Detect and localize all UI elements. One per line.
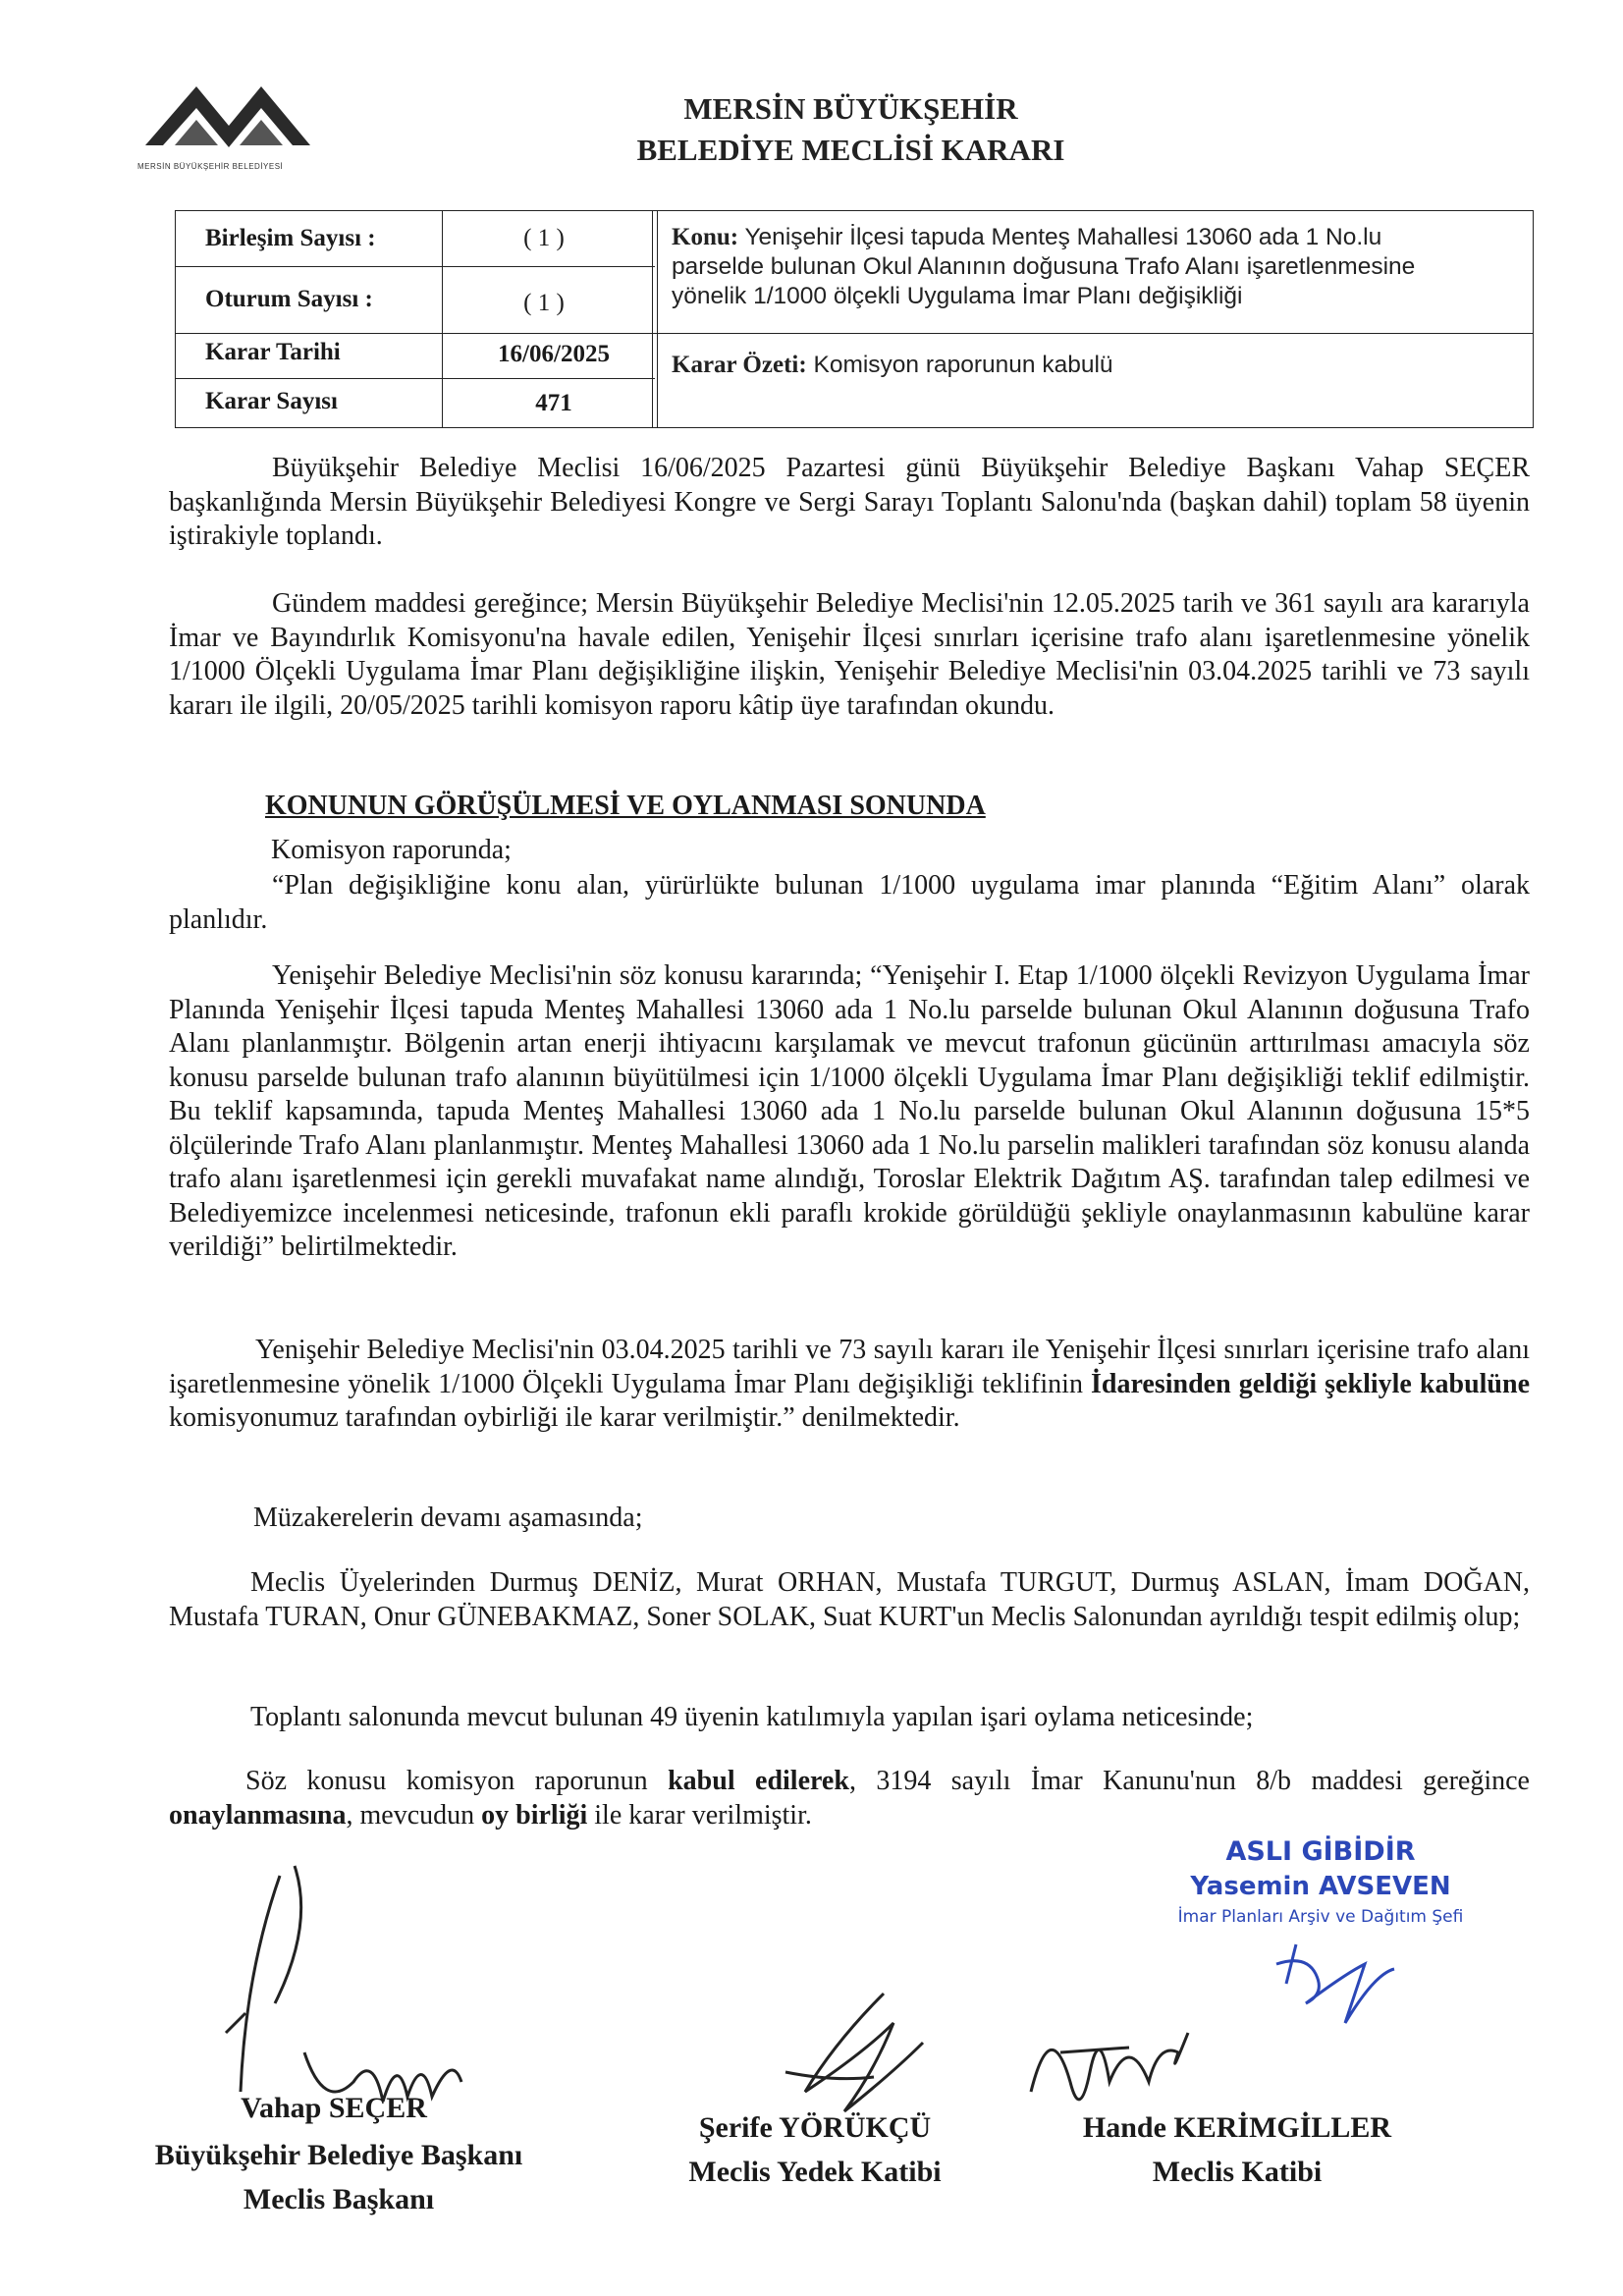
stamp-line-3: İmar Planları Arşiv ve Dağıtım Şefi [1177, 1907, 1464, 1927]
paragraph-1: Büyükşehir Belediye Meclisi 16/06/2025 Pazartesi günü Büyükşehir Belediye Başkanı Vahap SEÇER başkanlığında Mersin Büyükşehir Belediyesi Kongre ve Sergi Sarayı Toplantı Salonu'nda (başkan dahil) toplam 58 üyenin iştirakiyle toplandı. [169, 453, 1530, 551]
signature-1-subtitle: Meclis Başkanı [243, 2183, 435, 2215]
karar-tarihi-value: 16/06/2025 [498, 341, 610, 367]
stamp-signature-icon [1267, 1935, 1404, 2052]
section-heading: KONUNUN GÖRÜŞÜLMESİ VE OYLANMASI SONUNDA [265, 791, 986, 821]
konu-line-2: parselde bulunan Okul Alanının doğusuna Trafo Alanı işaretlenmesine [672, 253, 1416, 280]
karar-tarihi-label: Karar Tarihi [205, 339, 341, 365]
paragraph-6-bold: İdaresinden geldiği şekliyle kabulüne [1091, 1368, 1530, 1399]
oturum-value: ( 1 ) [523, 290, 565, 316]
oturum-label: Oturum Sayısı : [205, 286, 373, 312]
stamp-line-1: ASLI GİBİDİR [1225, 1836, 1416, 1867]
karar-sayisi-label: Karar Sayısı [205, 388, 338, 414]
konu-line-3: yönelik 1/1000 ölçekli Uygulama İmar Planı değişikliği [672, 283, 1243, 309]
karar-ozeti-label: Karar Özeti: [672, 352, 807, 378]
paragraph-10: Söz konusu komisyon raporunun kabul edilerek, 3194 sayılı İmar Kanunu'nun 8/b maddesi gereğince onaylanmasına, mevcudun oy birliği ile karar verilmiştir. [169, 1766, 1530, 1831]
paragraph-5: Yenişehir Belediye Meclisi'nin söz konusu kararında; “Yenişehir I. Etap 1/1000 ölçekli Revizyon Uygulama İmar Planında Yenişehir İlçesi tapuda Menteş Mahallesi 13060 ada 1 No.lu parselde bulunan Okul Alanının doğusuna Trafo Alanı planlanmıştır. Bölgenin artan enerji ihtiyacını karşılamak ve mevcut trafonun gücünün arttırılması amacıyla söz konusu parselde bulunan trafo alanının büyütülmesi için 1/1000 ölçekli Uygulama İmar Planı değişikliği teklif edilmiştir. Bu teklif kapsamında, tapuda Menteş Mahallesi 13060 ada 1 No.lu parselde bulunan Okul Alanının doğusuna 15*5 ölçülerinde Trafo Alanı planlanmıştır. Menteş Mahallesi 13060 ada 1 No.lu parselin malikleri tarafından söz konusu alanda trafo alanı işaretlenmesi için gerekli muvafakat name alındığı, Toroslar Elektrik Dağıtım AŞ. tarafından talep edilmesi ve Belediyemizce incelenmesi neticesinde, trafonun ekli paraflı krokide görüldüğü şekliyle onaylanmasının kabulüne karar verildiği” belirtilmektedir. [169, 960, 1530, 1262]
signature-1-name: Vahap SEÇER [241, 2092, 427, 2124]
konu-line-1: Yenişehir İlçesi tapuda Menteş Mahallesi 13060 ada 1 No.lu [744, 224, 1382, 250]
bold-kabul: kabul edilerek [668, 1766, 849, 1796]
paragraph-7: Müzakerelerin devamı aşamasında; [253, 1503, 643, 1533]
karar-ozeti-cell [672, 351, 1526, 380]
paragraph-2: Gündem maddesi gereğince; Mersin Büyükşehir Belediye Meclisi'nin 12.05.2025 tarih ve 361 sayılı ara kararıyla İmar ve Bayındırlık Komisyonu'na havale edilen, Yenişehir İlçesi sınırları içerisine trafo alanı işaretlenmesine yönelik 1/1000 Ölçekli Uygulama İmar Planı değişikliğine ilişkin, Yenişehir Belediye Meclisi'nin 03.04.2025 tarihli ve 73 sayılı kararı ile ilgili, 20/05/2025 tarihli komisyon raporu kâtip üye tarafından okundu. [169, 588, 1530, 721]
page-title [0, 88, 1623, 171]
decision-info-table [175, 210, 1534, 428]
signature-1-title: Büyükşehir Belediye Başkanı [154, 2139, 523, 2171]
paragraph-4: “Plan değişikliğine konu alan, yürürlükte bulunan 1/1000 uygulama imar planında “Eğitim Alanı” olarak planlıdır. [169, 870, 1530, 935]
signature-2-name: Şerife YÖRÜKÇÜ [698, 2111, 932, 2144]
birlesim-value: ( 1 ) [523, 225, 565, 251]
karar-ozeti-value: Komisyon raporunun kabulü [813, 352, 1113, 378]
birlesim-label: Birleşim Sayısı : [205, 225, 376, 251]
konu-cell [672, 223, 1526, 311]
bold-onaylanmasina: onaylanmasına [169, 1799, 347, 1831]
karar-sayisi-value: 471 [535, 390, 572, 416]
title-line-1: MERSİN BÜYÜKŞEHİR [683, 91, 1018, 126]
paragraph-6: Yenişehir Belediye Meclisi'nin 03.04.2025 tarihli ve 73 sayılı kararı ile Yenişehir İlçesi sınırları içerisine trafo alanı işaretlenmesine yönelik 1/1000 Ölçekli Uygulama İmar Planı değişikliği teklifinin İdaresinden geldiği şekliyle kabulüne komisyonumuz tarafından oybirliği ile karar verilmiştir.” denilmektedir. [169, 1335, 1530, 1433]
signature-2-title: Meclis Yedek Katibi [688, 2156, 942, 2188]
signature-secer-icon [187, 1856, 481, 2121]
signature-3-name: Hande KERİMGİLLER [1082, 2111, 1392, 2144]
paragraph-9: Toplantı salonunda mevcut bulunan 49 üyenin katılımıyla yapılan işari oylama neticesinde; [250, 1702, 1254, 1732]
signature-3-title: Meclis Katibi [1152, 2156, 1323, 2188]
signature-yorukcu-icon [746, 1984, 943, 2121]
paragraph-8: Meclis Üyelerinden Durmuş DENİZ, Murat ORHAN, Mustafa TURGUT, Durmuş ASLAN, İmam DOĞAN, Mustafa TURAN, Onur GÜNEBAKMAZ, Soner SOLAK, Suat KURT'un Meclis Salonundan ayrıldığı tespit edilmiş olup; [169, 1567, 1530, 1632]
bold-oy-birligi: oy birliği [481, 1799, 588, 1831]
title-line-2: BELEDİYE MECLİSİ KARARI [636, 133, 1065, 167]
konu-label: Konu: [672, 224, 739, 250]
paragraph-3: Komisyon raporunda; [271, 835, 512, 865]
logo-caption: MERSİN BÜYÜKŞEHİR BELEDİYESİ [137, 162, 284, 171]
stamp-line-2: Yasemin AVSEVEN [1190, 1872, 1451, 1901]
